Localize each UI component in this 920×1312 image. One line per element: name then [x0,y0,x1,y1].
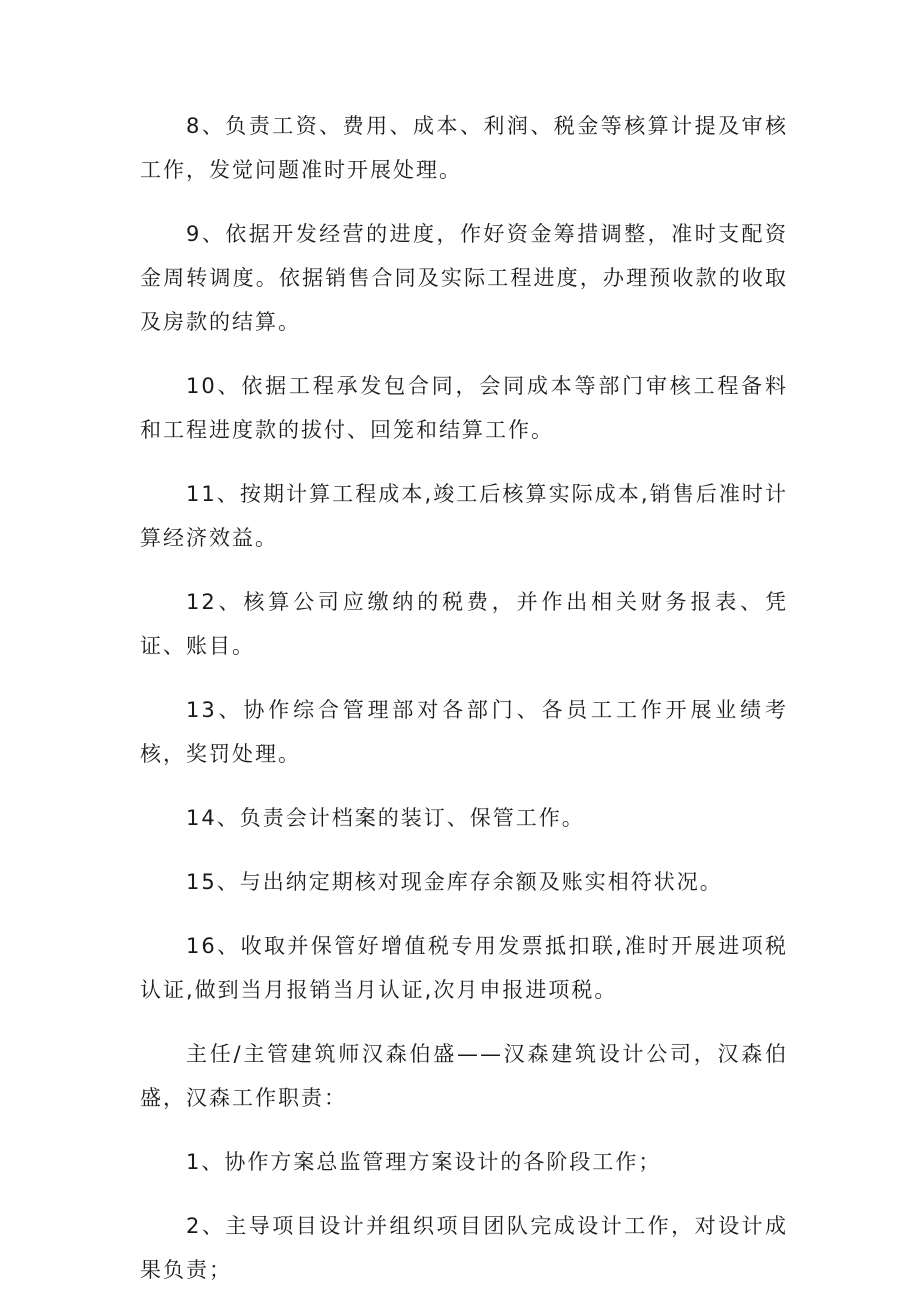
paragraph-item-14: 14、负责会计档案的装订、保管工作。 [186,806,585,830]
paragraph-item-2: 2、主导项目设计并组织项目团队完成设计工作，对设计成果负责； [140,1214,788,1282]
paragraph-item-16: 16、收取并保管好增值税专用发票抵扣联,准时开展进项税认证,做到当月报销当月认证,次月申报进项税。 [140,934,788,1002]
paragraph-item-13: 13、协作综合管理部对各部门、各员工工作开展业绩考核，奖罚处理。 [140,698,788,766]
paragraph-item-10: 10、依据工程承发包合同，会同成本等部门审核工程备料和工程进度款的拔付、回笼和结算工作。 [140,374,788,442]
paragraph-item-11: 11、按期计算工程成本,竣工后核算实际成本,销售后准时计算经济效益。 [140,482,788,550]
document-body [140,104,788,1312]
paragraph-item-8: 8、负责工资、费用、成本、利润、税金等核算计提及审核工作，发觉问题准时开展处理。 [140,114,788,182]
paragraph-item-9: 9、依据开发经营的进度，作好资金筹措调整，准时支配资金周转调度。依据销售合同及实际工程进度，办理预收款的收取及房款的结算。 [140,222,788,334]
paragraph-item-1: 1、协作方案总监管理方案设计的各阶段工作； [186,1150,662,1174]
section-heading-architect: 主任/主管建筑师汉森伯盛——汉森建筑设计公司，汉森伯盛，汉森工作职责： [140,1042,788,1110]
paragraph-item-15: 15、与出纳定期核对现金库存余额及账实相符状况。 [186,870,723,894]
paragraph-item-12: 12、核算公司应缴纳的税费，并作出相关财务报表、凭证、账目。 [140,590,788,658]
